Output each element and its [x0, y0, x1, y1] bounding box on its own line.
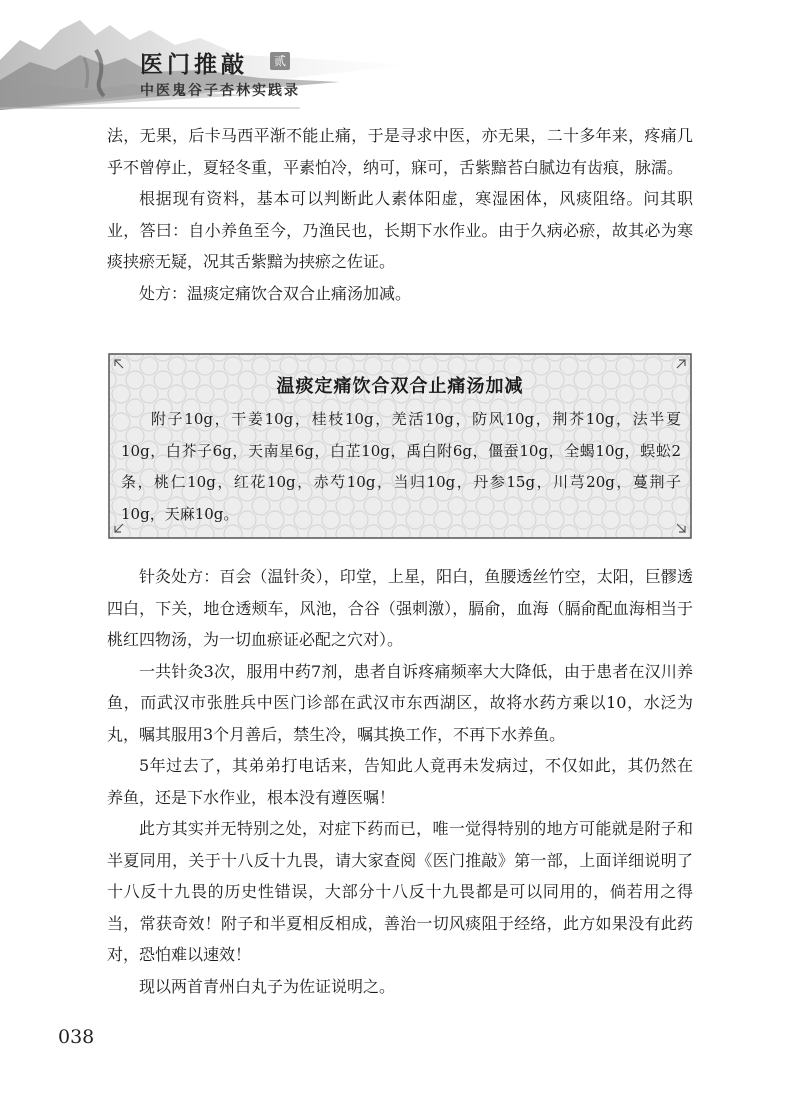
paragraph: 法，无果，后卡马西平渐不能止痛，于是寻求中医，亦无果，二十多年来，疼痛几乎不曾停止，夏轻冬重，平素怕冷，纳可，寐可，舌紫黯苔白腻边有齿痕，脉濡。 — [107, 126, 693, 177]
landscape-illustration — [0, 0, 800, 110]
paragraph: 一共针灸3次，服用中药7剂，患者自诉疼痛频率大大降低，由于患者在汉川养鱼，而武汉市张胜兵中医门诊部在武汉市东西湖区，故将水药方乘以10，水泛为丸，嘱其服用3个月善后，禁生冷，嘱其换工作，不再下水养鱼。 — [107, 661, 693, 744]
paragraph: 5年过去了，其弟弟打电话来，告知此人竟再未发病过，不仅如此，其仍然在养鱼，还是下水作业，根本没有遵医嘱！ — [107, 756, 693, 807]
series-title: 医门推敲 — [140, 51, 248, 78]
body-text-top — [107, 120, 693, 309]
prescription-box — [107, 352, 693, 540]
prescription-content: 附子10g，干姜10g，桂枝10g，羌活10g，防风10g，荆芥10g，法半夏10g，白芥子6g，天南星6g，白芷10g，禹白附6g，僵蚕10g，全蝎10g，蜈蚣2条，桃仁10g，红花10g，赤芍10g，当归10g，丹参15g，川芎20g，蔓荆子10g，天麻10g。 — [121, 410, 681, 523]
paragraph: 处方：温痰定痛饮合双合止痛汤加减。 — [139, 283, 412, 303]
paragraph: 现以两首青州白丸子为佐证说明之。 — [139, 976, 396, 996]
paragraph: 根据现有资料，基本可以判断此人素体阳虚，寒湿困体，风痰阻络。问其职业，答曰：自小养鱼至今，乃渔民也，长期下水作业。由于久病必瘀，故其必为寒痰挟瘀无疑，况其舌紫黯为挟瘀之佐证。 — [107, 189, 693, 271]
paragraph: 此方其实并无特别之处，对症下药而已，唯一觉得特别的地方可能就是附子和半夏同用，关于十八反十九畏，请大家查阅《医门推敲》第一部，上面详细说明了十八反十九畏的历史性错误，大部分十八反十九畏都是可以同用的，倘若用之得当，常获奇效！附子和半夏相反相成，善治一切风痰阻于经络，此方如果没有此药对，恐怕难以速效！ — [107, 819, 693, 964]
prescription-title: 温痰定痛饮合双合止痛汤加减 — [276, 376, 524, 397]
volume-badge: 贰 — [270, 52, 290, 70]
paragraph: 针灸处方：百会（温针灸），印堂，上星，阳白，鱼腰透丝竹空，太阳，巨髎透四白，下关，地仓透颊车，风池，合谷（强刺激），膈俞，血海（膈俞配血海相当于桃红四物汤，为一切血瘀证必配之穴对）。 — [107, 567, 693, 649]
page-number: 038 — [58, 1026, 95, 1048]
page-header — [0, 0, 800, 110]
series-subtitle: 中医鬼谷子杏林实践录 — [140, 83, 300, 99]
body-text-bottom — [107, 561, 693, 1002]
